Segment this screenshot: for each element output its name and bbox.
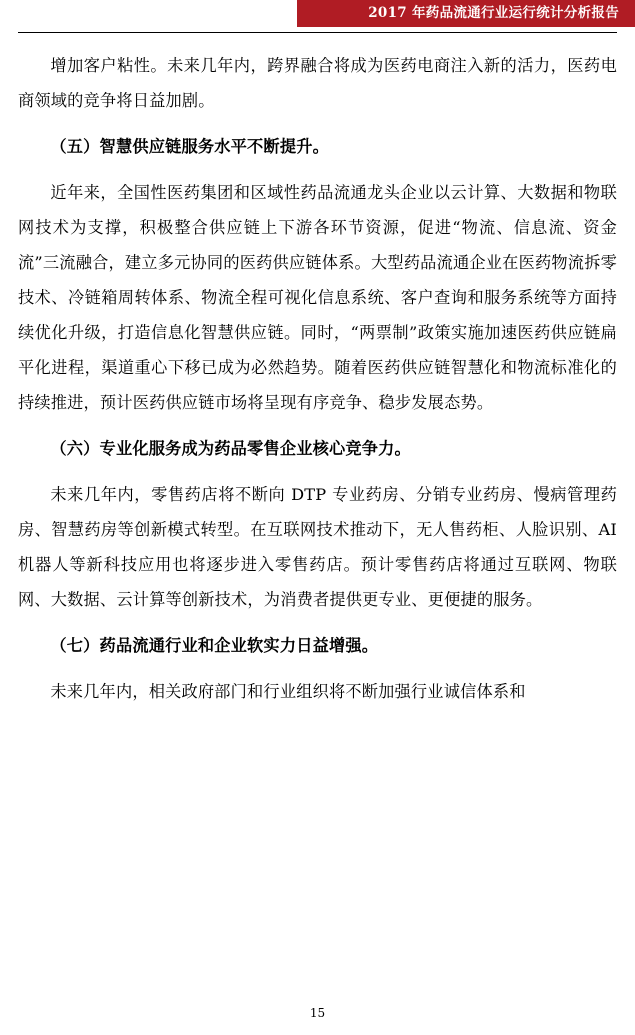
document-body: [18, 48, 617, 709]
page-number: 15: [309, 1006, 326, 1020]
header-divider: [18, 32, 617, 33]
header-title: 2017 年药品流通行业运行统计分析报告: [368, 5, 619, 21]
paragraph: 增加客户粘性。未来几年内，跨界融合将成为医药电商注入新的活力，医药电商领域的竞争将日益加剧。: [18, 56, 617, 110]
page-header: [0, 0, 635, 30]
section-heading: （七）药品流通行业和企业软实力日益增强。: [50, 636, 379, 655]
paragraph: 未来几年内，零售药店将不断向 DTP 专业药房、分销专业药房、慢病管理药房、智慧药房等创新模式转型。在互联网技术推动下，无人售药柜、人脸识别、AI 机器人等新科技应用也将逐步进入零售药店。预计零售药店将通过互联网、物联网、大数据、云计算等创新技术，为消费者提供更专业、更便捷的服务。: [18, 485, 617, 609]
section-heading: （六）专业化服务成为药品零售企业核心竞争力。: [50, 439, 411, 458]
section-heading: （五）智慧供应链服务水平不断提升。: [50, 137, 329, 156]
page-footer: [0, 1002, 635, 1021]
paragraph: 近年来，全国性医药集团和区域性药品流通龙头企业以云计算、大数据和物联网技术为支撑，积极整合供应链上下游各环节资源，促进“物流、信息流、资金流”三流融合，建立多元协同的医药供应链体系。大型药品流通企业在医药物流拆零技术、冷链箱周转体系、物流全程可视化信息系统、客户查询和服务系统等方面持续优化升级，打造信息化智慧供应链。同时，“两票制”政策实施加速医药供应链扁平化进程，渠道重心下移已成为必然趋势。随着医药供应链智慧化和物流标准化的持续推进，预计医药供应链市场将呈现有序竞争、稳步发展态势。: [18, 183, 617, 412]
paragraph: 未来几年内，相关政府部门和行业组织将不断加强行业诚信体系和: [50, 682, 526, 701]
